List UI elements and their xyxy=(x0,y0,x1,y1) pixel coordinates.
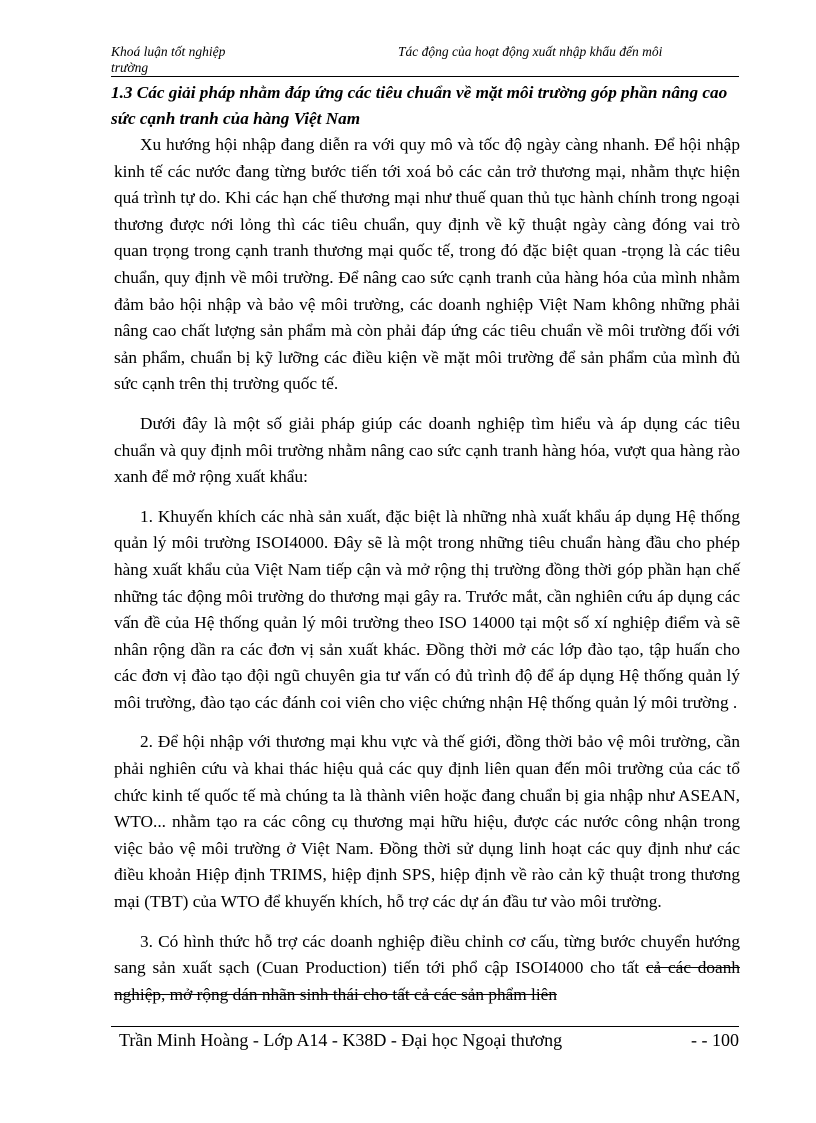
page-number: - - 100 xyxy=(691,1030,739,1050)
footer-author: Trần Minh Hoàng - Lớp A14 - K38D - Đại học Ngoại thương xyxy=(119,1030,563,1050)
paragraph-solutions-intro: Dưới đây là một số giải pháp giúp các doanh nghiệp tìm hiểu và áp dụng các tiêu chuẩn và quy định môi trường nhằm nâng cao sức cạnh tranh hàng hóa, vượt qua hàng rào xanh để mở rộng xuất khẩu: xyxy=(114,413,740,487)
page-footer xyxy=(111,1026,739,1050)
paragraph-solution-3-text: 3. Có hình thức hỗ trợ các doanh nghiệp điều chỉnh cơ cấu, từng bước chuyển hướng sang sản xuất sạch (Cuan Production) tiến tới phổ cập ISOI4000 cho tất xyxy=(114,931,740,978)
header-left-text: Khoá luận tốt nghiệp xyxy=(111,44,226,59)
struck-through-line: cả các doanh nghiệp, mở rộng dán nhãn sinh thái cho tất cả các sản phẩm liên xyxy=(114,958,740,1004)
paragraph-solution-1: 1. Khuyến khích các nhà sản xuất, đặc biệt là những nhà xuất khẩu áp dụng Hệ thống quản lý môi trường ISOI4000. Đây sẽ là một trong những tiêu chuẩn hàng đầu cho phép hàng xuất khẩu của Việt Nam tiếp cận và mở rộng thị trường đồng thời góp phần hạn chế những tác động môi trường do thương mại gây ra. Trước mắt, cần nghiên cứu áp dụng các vấn đề của Hệ thống quản lý môi trường theo ISO 14000 tại một số xí nghiệp điểm và sẽ nhân rộng dần ra các đơn vị sản xuất khác. Đồng thời mở các lớp đào tạo, tập huấn cho các đơn vị đào tạo đội ngũ chuyên gia tư vấn có đủ trình độ để áp dụng Hệ thống quản lý môi trường, đào tạo các đánh coi viên cho việc chứng nhận Hệ thống quản lý môi trường . xyxy=(114,506,740,712)
section-heading: 1.3 Các giải pháp nhằm đáp ứng các tiêu chuẩn về mặt môi trường góp phần nâng cao sức cạnh tranh của hàng Việt Nam xyxy=(111,83,728,128)
header-right-text-continued: trường xyxy=(111,60,149,75)
paragraph-solution-3 xyxy=(114,929,740,1009)
paragraph-solution-2: 2. Để hội nhập với thương mại khu vực và thế giới, đồng thời bảo vệ môi trường, cần phải nghiên cứu và khai thác hiệu quả các quy định liên quan đến môi trường của các tổ chức kinh tế quốc tế mà chúng ta là thành viên hoặc đang chuẩn bị gia nhập như ASEAN, WTO... nhằm tạo ra các công cụ thương mại hữu hiệu, được các nước công nhận trong việc bảo vệ môi trường ở Việt Nam. Đồng thời sử dụng linh hoạt các quy định như các điều khoản Hiệp định TRIMS, hiệp định SPS, hiệp định về rào cản kỹ thuật trong thương mại (TBT) của WTO để khuyến khích, hỗ trợ các dự án đầu tư vào môi trường. xyxy=(114,732,740,912)
body-text xyxy=(114,132,740,1008)
paragraph-intro: Xu hướng hội nhập đang diễn ra với quy mô và tốc độ ngày càng nhanh. Để hội nhập kinh tế các nước đang từng bước tiến tới xoá bỏ các cản trở thương mại, nhằm thực hiện quá trình tự do. Khi các hạn chế thương mại như thuế quan thủ tục hành chính trong ngoại thương được nới lỏng thì các tiêu chuẩn, quy định về kỹ thuật ngày càng đóng vai trò quan trọng trong cạnh tranh thương mại quốc tế, trong đó đặc biệt quan -trọng là các tiêu chuẩn, quy định về môi trường. Để nâng cao sức cạnh tranh của hàng hóa của mình nhằm đảm bảo hội nhập và bảo vệ môi trường, các doanh nghiệp Việt Nam không những phải nâng cao chất lượng sản phẩm mà còn phải đáp ứng các tiêu chuẩn về môi trường đối với sản phẩm, chuẩn bị kỹ lưỡng các điều kiện về mặt môi trường để sản phẩm của mình đủ sức cạnh trên thị trường quốc tế. xyxy=(114,135,740,394)
header-divider xyxy=(111,76,739,77)
header-right-text: Tác động của hoạt động xuất nhập khẩu đến môi xyxy=(398,44,663,59)
